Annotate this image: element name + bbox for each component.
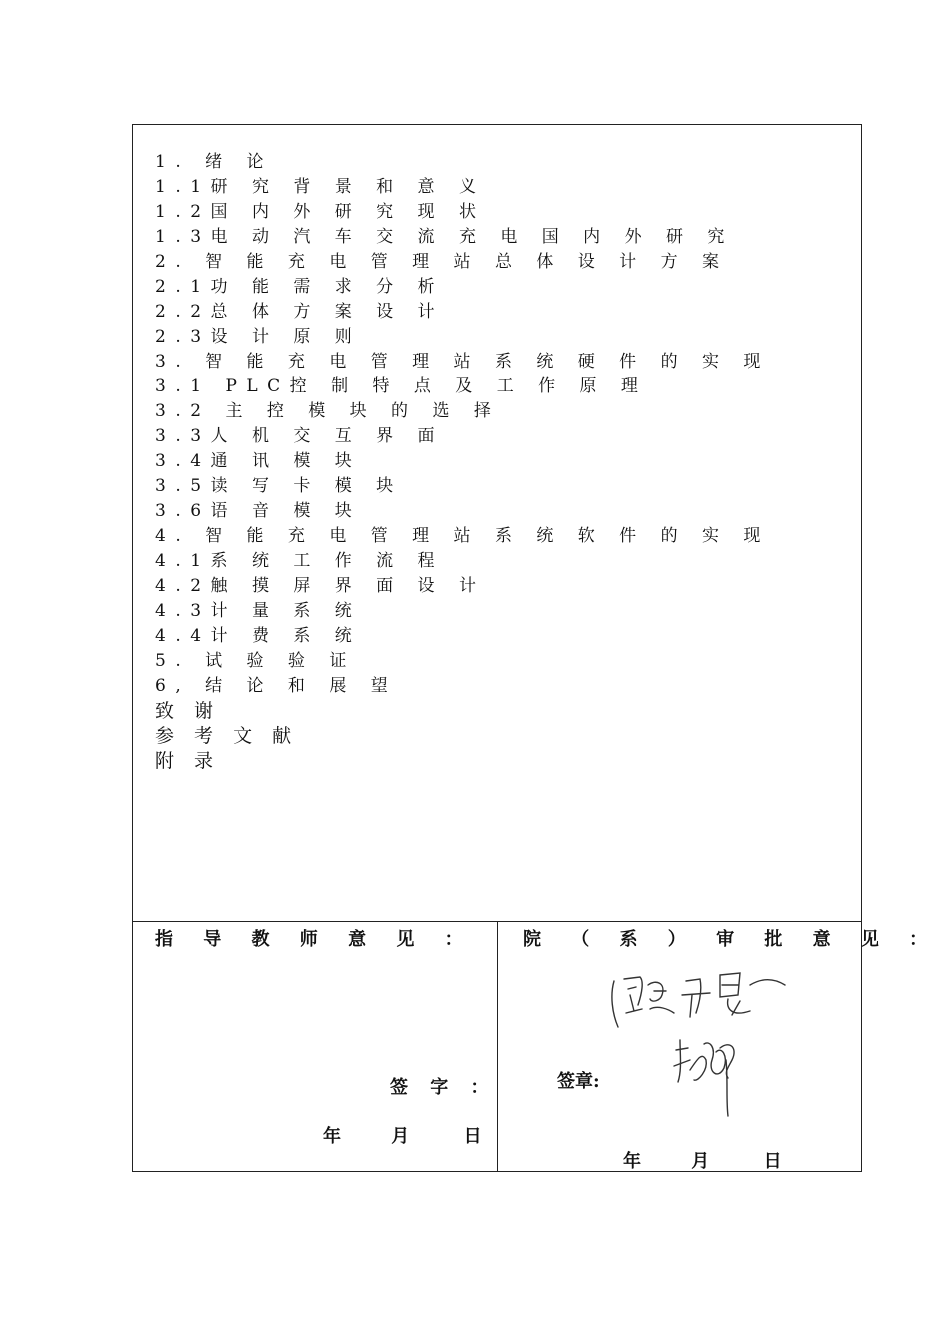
outline-item: 2. 智 能 充 电 管 理 站 总 体 设 计 方 案	[155, 251, 729, 272]
thesis-outline	[155, 150, 770, 773]
outline-item: 4. 智 能 充 电 管 理 站 系 统 软 件 的 实 现	[155, 526, 770, 547]
outline-item: 1.2国 内 外 研 究 现 状	[155, 201, 486, 222]
outline-item: 1. 绪 论	[155, 152, 274, 172]
outline-item: 2.3设 计 原 则	[155, 326, 362, 347]
outline-item: 4.1系 统 工 作 流 程	[155, 551, 445, 571]
outline-item: 6, 结 论 和 展 望	[155, 675, 398, 696]
handwritten-approval	[600, 965, 795, 1035]
outline-item: 3.1 PLC控 制 特 点 及 工 作 原 理	[155, 376, 648, 397]
outline-item: 5. 试 验 验 证	[155, 650, 356, 671]
outline-item: 3.5读 写 卡 模 块	[155, 476, 403, 497]
outline-item: 4.3计 量 系 统	[155, 600, 362, 621]
advisor-date-month: 月	[391, 1126, 410, 1147]
advisor-opinion-title: 指 导 教 师 意 见 ：	[155, 929, 475, 950]
outline-item: 参 考 文 献	[155, 724, 299, 747]
outline-item: 1.1研 究 背 景 和 意 义	[155, 176, 486, 197]
department-approval-title: 院 （ 系 ） 审 批 意 见 ：	[523, 929, 940, 950]
advisor-date	[323, 1122, 482, 1148]
outline-item: 4.2触 摸 屏 界 面 设 计	[155, 575, 486, 596]
outline-item: 2.2总 体 方 案 设 计	[155, 301, 445, 322]
advisor-sign-label: 签 字 ：	[390, 1077, 497, 1098]
handwritten-signature	[668, 1030, 748, 1120]
outline-item: 2.1功 能 需 求 分 析	[155, 276, 445, 297]
outline-item: 3.3人 机 交 互 界 面	[155, 426, 445, 447]
department-date-month: 月	[691, 1151, 710, 1172]
outline-item: 3.2 主 控 模 块 的 选 择	[155, 401, 501, 422]
outline-item: 致 谢	[155, 699, 221, 722]
department-date-day: 日	[763, 1151, 782, 1172]
outline-item: 1.3电 动 汽 车 交 流 充 电 国 内 外 研 究	[155, 226, 734, 247]
section-divider-vertical	[497, 921, 498, 1172]
outline-item: 3. 智 能 充 电 管 理 站 系 统 硬 件 的 实 现	[155, 351, 770, 372]
department-stamp-label: 签章:	[557, 1071, 600, 1092]
advisor-date-year: 年	[323, 1126, 341, 1147]
outline-item: 3.4通 讯 模 块	[155, 451, 362, 472]
advisor-date-day: 日	[463, 1126, 482, 1147]
outline-item: 附 录	[155, 749, 221, 772]
department-date-year: 年	[623, 1151, 641, 1172]
department-date	[623, 1147, 782, 1173]
outline-item: 3.6语 音 模 块	[155, 501, 362, 522]
outline-item: 4.4计 费 系 统	[155, 625, 362, 646]
